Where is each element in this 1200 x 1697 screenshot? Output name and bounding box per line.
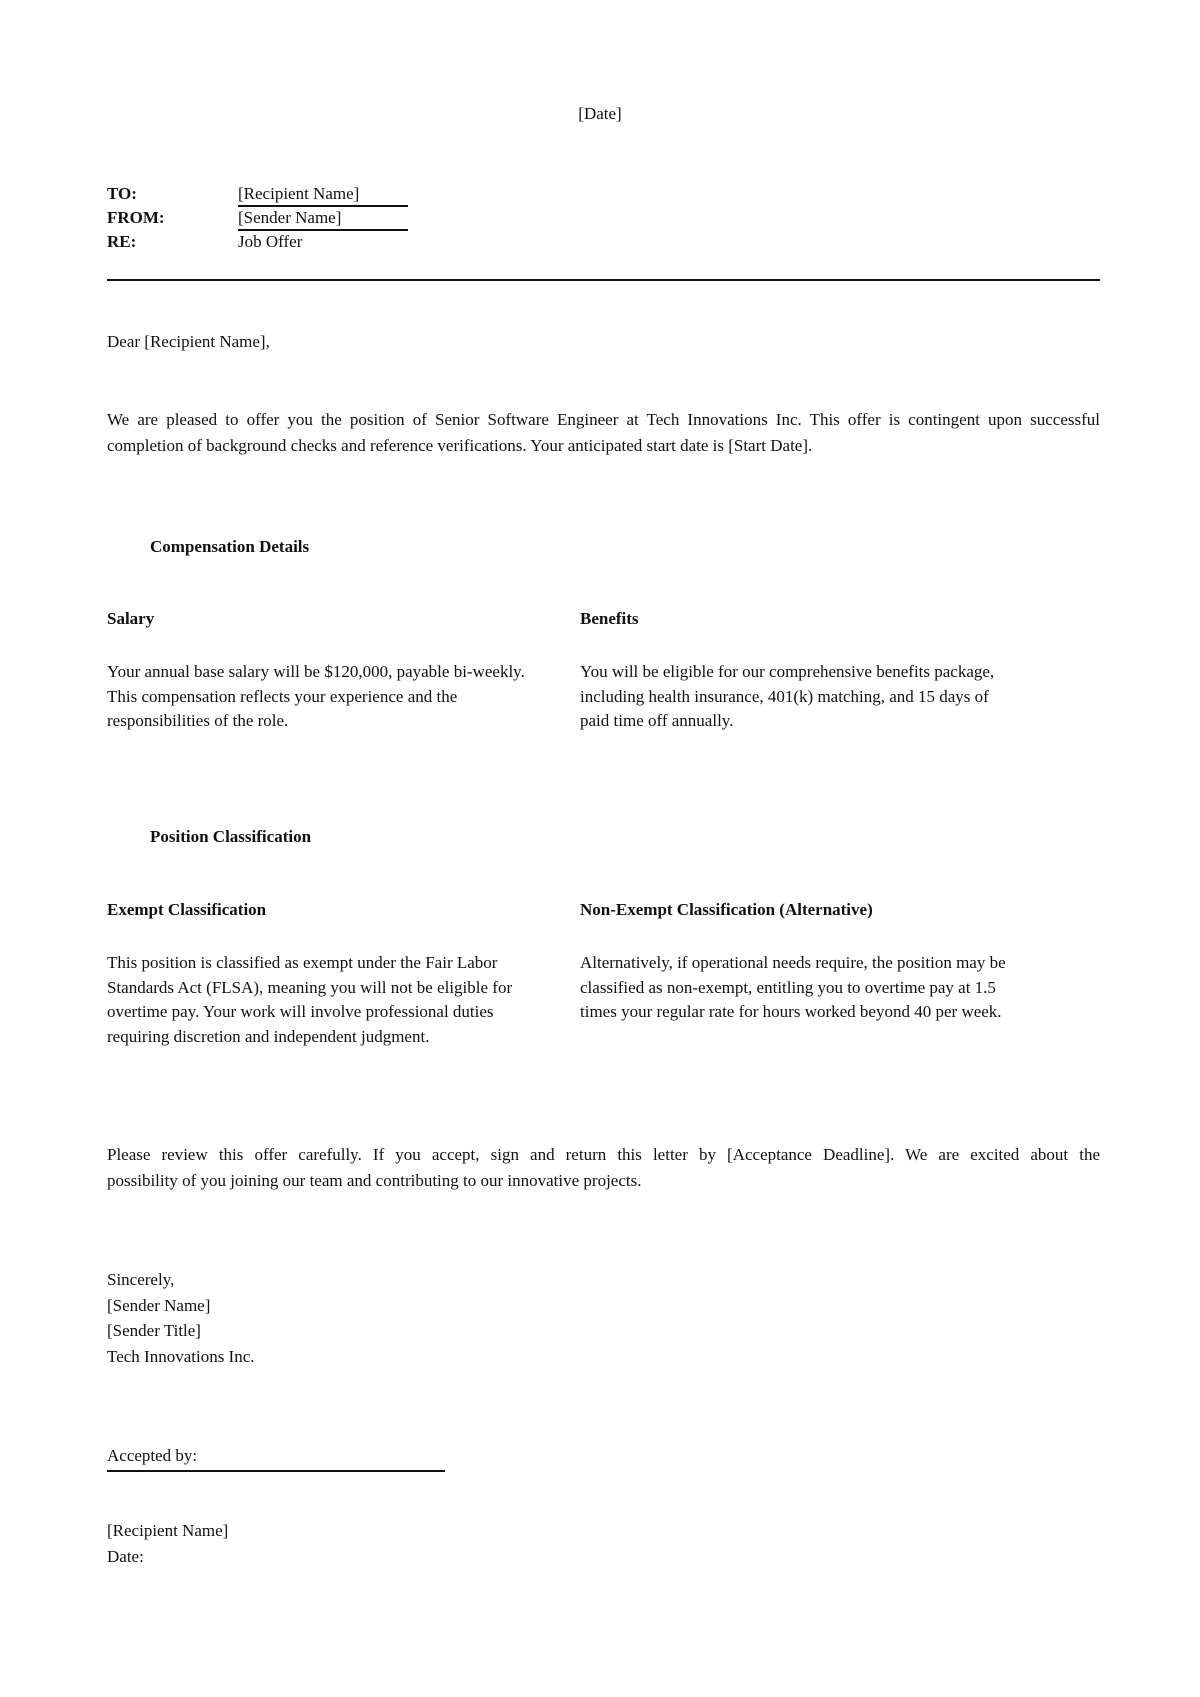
section-heading-compensation: Compensation Details xyxy=(150,537,310,556)
exempt-column xyxy=(107,900,580,1049)
salary-body xyxy=(107,660,580,734)
salutation: Dear [Recipient Name], xyxy=(107,332,270,351)
section-heading-classification: Position Classification xyxy=(150,827,312,846)
signature-sender-name: [Sender Name] xyxy=(107,1295,211,1315)
benefits-line-3: paid time off annually. xyxy=(580,711,734,730)
intro-line-2: completion of background checks and reference verifications. Your anticipated start date is [Start Date]. xyxy=(107,435,813,455)
exempt-line-2: Standards Act (FLSA), meaning you will not be eligible for xyxy=(107,977,513,997)
non-exempt-line-3: times your regular rate for hours worked beyond 40 per week. xyxy=(580,1002,1002,1021)
exempt-line-1: This position is classified as exempt under the Fair Labor xyxy=(107,953,498,972)
classification-columns xyxy=(107,900,1100,1049)
benefits-column xyxy=(580,609,1093,734)
acceptor-name: [Recipient Name] xyxy=(107,1521,229,1540)
memo-re-label: RE: xyxy=(107,232,137,251)
memo-row-from xyxy=(107,208,707,232)
memo-re-value: Job Offer xyxy=(238,232,303,251)
exempt-line-4: requiring discretion and independent judgment. xyxy=(107,1026,430,1046)
memo-to-label: TO: xyxy=(107,184,137,203)
signature-company: Tech Innovations Inc. xyxy=(107,1346,255,1366)
memo-from-label: FROM: xyxy=(107,208,165,227)
non-exempt-body xyxy=(580,951,1093,1025)
signature-sender-title: [Sender Title] xyxy=(107,1321,201,1340)
salary-line-2: This compensation reflects your experience and the xyxy=(107,686,458,706)
non-exempt-column xyxy=(580,900,1093,1049)
benefits-line-2: including health insurance, 401(k) matching, and 15 days of xyxy=(580,686,989,706)
memo-header xyxy=(107,184,707,256)
acceptance-date-label: Date: xyxy=(107,1547,144,1566)
date-placeholder: [Date] xyxy=(578,104,622,123)
closing-line-1: Please review this offer carefully. If you accept, sign and return this letter by [Acceptance Deadline]. We are excited about the xyxy=(107,1145,1100,1164)
benefits-title: Benefits xyxy=(580,609,639,628)
accepted-by-signature-line xyxy=(107,1446,445,1472)
non-exempt-line-2: classified as non-exempt, entitling you to overtime pay at 1.5 xyxy=(580,977,996,997)
salary-line-1: Your annual base salary will be $120,000, payable bi-weekly. xyxy=(107,662,525,681)
memo-row-to xyxy=(107,184,707,208)
benefits-body xyxy=(580,660,1093,734)
exempt-line-3: overtime pay. Your work will involve professional duties xyxy=(107,1002,494,1021)
signature-closing: Sincerely, xyxy=(107,1270,175,1289)
benefits-line-1: You will be eligible for our comprehensive benefits package, xyxy=(580,662,995,681)
closing-paragraph xyxy=(107,1142,1100,1193)
memo-from-value: [Sender Name] xyxy=(238,208,408,231)
signature-block xyxy=(107,1267,707,1369)
exempt-body xyxy=(107,951,580,1049)
closing-line-2: possibility of you joining our team and contributing to our innovative projects. xyxy=(107,1170,642,1190)
accepted-by-label: Accepted by: xyxy=(107,1446,198,1465)
salary-line-3: responsibilities of the role. xyxy=(107,711,289,730)
compensation-columns xyxy=(107,609,1100,734)
non-exempt-title: Non-Exempt Classification (Alternative) xyxy=(580,900,873,919)
salary-title: Salary xyxy=(107,609,155,628)
non-exempt-line-1: Alternatively, if operational needs require, the position may be xyxy=(580,953,1006,972)
intro-line-1: We are pleased to offer you the position of Senior Software Engineer at Tech Innovations Inc. This offer is contingent upon successful xyxy=(107,410,1100,429)
memo-row-re xyxy=(107,232,707,256)
exempt-title: Exempt Classification xyxy=(107,900,267,919)
salary-column xyxy=(107,609,580,734)
memo-to-value: [Recipient Name] xyxy=(238,184,408,207)
intro-paragraph xyxy=(107,407,1100,458)
divider-rule xyxy=(107,279,1100,281)
